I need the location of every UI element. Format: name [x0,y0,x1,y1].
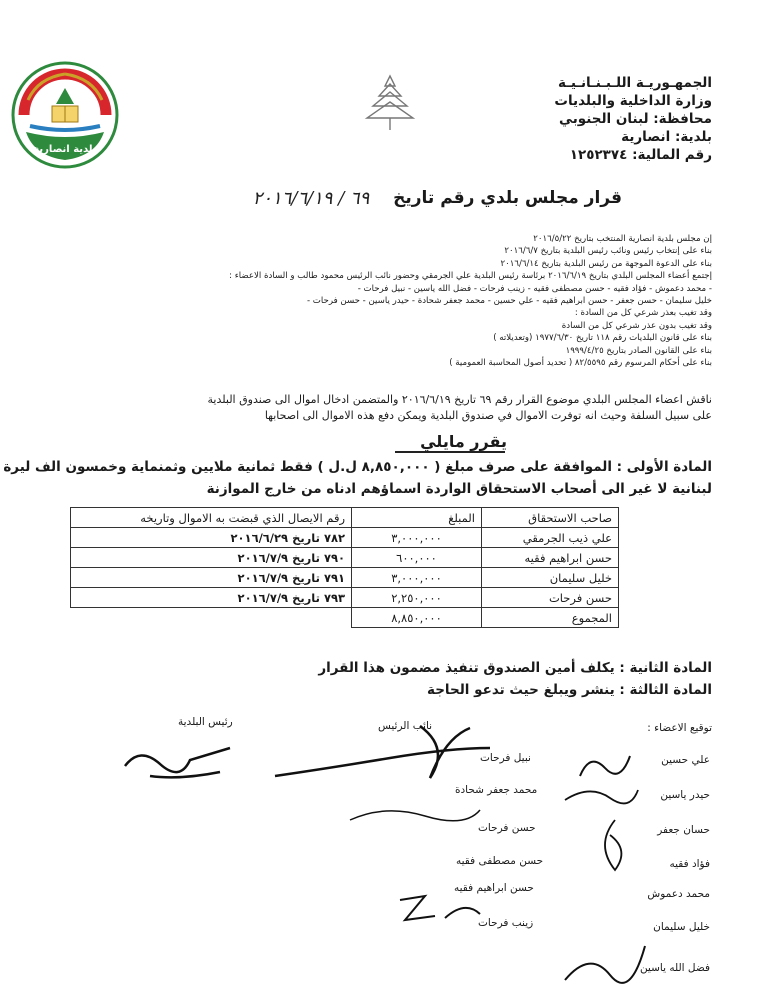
member-name: زينب فرحات [478,917,534,929]
preamble [62,233,712,369]
discussion-line: ناقش اعضاء المجلس البلدي موضوع القرار رقم ٦٩ تاريخ ٢٠١٦/٦/١٩ والمتضمن ادخال اموال الى صندوق البلدية [207,393,712,406]
amount: ٦٠٠,٠٠٠ [352,548,482,568]
articles-2-3 [62,657,712,701]
receipt: ٧٨٢ تاريخ ٢٠١٦/٦/٢٩ [71,528,352,548]
header-line: محافظة: لبنان الجنوبي [559,111,712,127]
receipt: ٧٩١ تاريخ ٢٠١٦/٧/٩ [71,568,352,588]
member-signature [570,748,640,783]
preamble-line: بناء على قانون البلديات رقم ١١٨ تاريخ ١٩٧٧/٦/٣٠ (وتعديلاته ) [493,333,712,344]
table-row [71,588,619,608]
mayor-signature [120,736,240,786]
member-name: حسن ابراهيم فقيه [454,882,534,894]
column-header-receipt: رقم الايصال الذي قبضت به الاموال وتاريخه [71,508,352,528]
header-line: الجمهـوريـة اللـبـنـانـيـة [558,75,712,91]
member-signature [560,940,650,990]
member-name: حيدر ياسين [660,789,710,801]
member-name: خليل سليمان [653,921,710,933]
member-name: فضل الله ياسين [639,962,710,974]
deputy-label: نائب الرئيس [378,720,433,732]
preamble-line: وقد تغيب بدون عذر شرعي كل من السادة [561,320,712,331]
member-name: علي حسين [661,754,710,766]
decision-title: قرار مجلس بلدي رقم تاريخ [393,188,622,208]
amount: ٢,٢٥٠,٠٠٠ [352,588,482,608]
table-row [71,548,619,568]
preamble-line: بناء على أحكام المرسوم رقم ٨٢/٥٥٩٥ ( تحديد أصول المحاسبة العمومية ) [449,358,712,369]
article-1-line: لبنانية لا غير الى أصحاب الاستحقاق الواردة اسماؤهم ادناه من خارج الموازنة [206,481,712,497]
decides-heading: يقرر مايلي [420,432,507,451]
discussion-line: على سبيل السلفة وحيث انه توفرت الاموال في صندوق البلدية ويمكن دفع هذه الاموال الى اصحابها [264,409,712,422]
mayor-label: رئيس البلدية [178,716,233,728]
article-1 [3,456,712,500]
article-2: المادة الثانية : يكلف أمين الصندوق تنفيذ مضمون هذا القرار [318,660,712,676]
payments-table [70,507,619,628]
handwritten-date [236,178,386,218]
member-name: حسان جعفر [657,824,710,836]
members-label: توقيع الاعضاء : [647,722,712,734]
cedar-emblem-icon [355,70,425,140]
preamble-line: بناء على إنتخاب رئيس ونائب رئيس البلدية بتاريخ ٢٠١٦/٦/٧ [504,246,712,257]
member-name: فؤاد فقيه [669,858,710,870]
preamble-line: خليل سليمان - حسن جعفر - حسن ابراهيم فقيه - علي حسين - محمد جعفر شحادة - حيدر ياسين - حسن فرحات - [306,296,712,307]
total-label: المجموع [482,608,619,628]
header-line: رقم المالية: ١٢٥٢٣٧٤ [569,147,712,163]
member-name: نبيل فرحات [480,752,531,764]
member-name: حسن فرحات [478,822,536,834]
svg-text:٦٩ / ٢٠١٦/٦/١٩: ٦٩ / ٢٠١٦/٦/١٩ [252,188,370,209]
preamble-line: بناء على الدعوة الموجهة من رئيس البلدية بتاريخ ٢٠١٦/٦/١٤ [500,258,712,269]
table-total-row [71,608,619,628]
receipt: ٧٩٣ تاريخ ٢٠١٦/٧/٩ [71,588,352,608]
table-header-row [71,508,619,528]
table-row [71,568,619,588]
beneficiary-name: علي ذيب الجرمقي [482,528,619,548]
column-header-beneficiary: صاحب الاستحقاق [482,508,619,528]
beneficiary-name: حسن فرحات [482,588,619,608]
logo-text: بلدية انصارية [33,144,97,155]
member-signature [585,815,645,875]
beneficiary-name: خليل سليمان [482,568,619,588]
preamble-line: - محمد دعموش - فؤاد فقيه - حسن مصطفى فقيه - زينب فرحات - فضل الله ياسين - نبيل فرحات - [357,283,712,294]
preamble-line: إجتمع أعضاء المجلس البلدي بتاريخ ٢٠١٦/٦/١٩ برئاسة رئيس البلدية علي الجرمقي وحضور نائب الرئيس محمود طالب و السادة الاعضاء : [229,271,712,282]
article-1-line: المادة الأولى : الموافقة على صرف مبلغ ( ٨,٨٥٠,٠٠٠ ل.ل ) فقط ثمانية ملايين وثمنماية وخمسون الف ليرة [3,459,712,475]
discussion [62,392,712,424]
member-name: حسن مصطفى فقيه [456,855,544,867]
preamble-line: بناء على القانون الصادر بتاريخ ١٩٩٩/٤/٢٥ [565,345,712,356]
preamble-line: إن مجلس بلدية انصارية المنتخب بتاريخ ٢٠١٦/٥/٢٢ [533,234,712,244]
header-line: بلدية: انصارية [621,129,712,145]
municipality-logo [10,60,120,170]
member-signature [345,800,485,830]
beneficiary-name: حسن ابراهيم فقيه [482,548,619,568]
header-block [452,74,712,164]
member-signature [395,890,485,930]
amount: ٣,٠٠٠,٠٠٠ [352,568,482,588]
member-name: محمد جعفر شحادة [455,784,538,796]
header-line: وزارة الداخلية والبلديات [554,93,712,109]
empty-cell [71,608,352,628]
article-3: المادة الثالثة : ينشر ويبلغ حيث تدعو الحاجة [427,682,712,698]
preamble-line: وقد تغيب بعذر شرعي كل من السادة : [574,308,712,319]
total-amount: ٨,٨٥٠,٠٠٠ [352,608,482,628]
table-row [71,528,619,548]
member-signature [560,780,640,810]
decides-underline [395,451,505,453]
column-header-amount: المبلغ [352,508,482,528]
deputy-signature [270,718,500,788]
member-name: محمد دعموش [647,888,710,900]
receipt: ٧٩٠ تاريخ ٢٠١٦/٧/٩ [71,548,352,568]
amount: ٣,٠٠٠,٠٠٠ [352,528,482,548]
